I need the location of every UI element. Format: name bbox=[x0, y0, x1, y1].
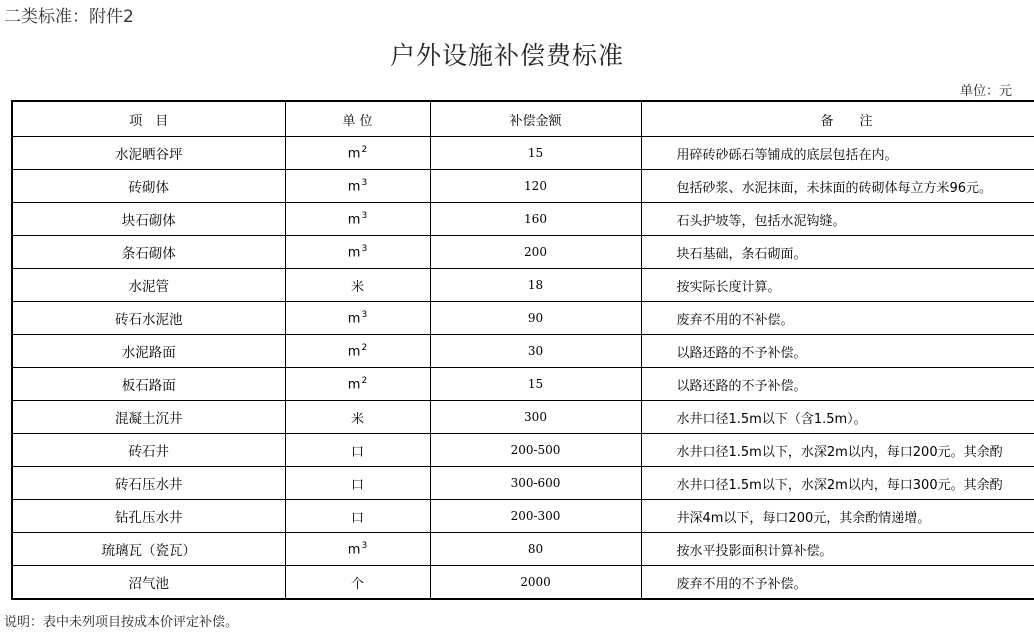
unit-base: m bbox=[347, 212, 361, 228]
cell-item: 块石砌体 bbox=[12, 203, 285, 236]
cell-note: 包括砂浆、水泥抹面，未抹面的砖砌体每立方米96元。 bbox=[641, 170, 1034, 203]
cell-item: 板石路面 bbox=[12, 368, 285, 401]
table-row bbox=[12, 566, 1034, 600]
section-heading: 二类标准：附件2 bbox=[4, 7, 134, 27]
unit-base: m bbox=[347, 377, 361, 393]
cell-unit bbox=[285, 467, 430, 500]
header-unit: 单 位 bbox=[285, 101, 430, 137]
unit-base: 口 bbox=[350, 444, 364, 460]
cell-unit bbox=[285, 434, 430, 467]
cell-unit bbox=[285, 566, 430, 600]
cell-item: 混凝土沉井 bbox=[12, 401, 285, 434]
unit-exponent: 2 bbox=[361, 144, 368, 155]
unit-exponent: 3 bbox=[361, 243, 368, 254]
unit-base: 个 bbox=[350, 576, 364, 592]
cell-amount: 15 bbox=[430, 137, 641, 170]
cell-amount: 18 bbox=[430, 269, 641, 302]
cell-note: 用碎砖砂砾石等铺成的底层包括在内。 bbox=[641, 137, 1034, 170]
cell-unit bbox=[285, 170, 430, 203]
unit-exponent: 3 bbox=[361, 540, 368, 551]
cell-note: 废弃不用的不补偿。 bbox=[641, 302, 1034, 335]
unit-base: m bbox=[347, 179, 361, 195]
cell-note: 石头护坡等，包括水泥钩缝。 bbox=[641, 203, 1034, 236]
unit-exponent: 3 bbox=[361, 309, 368, 320]
cell-note: 按实际长度计算。 bbox=[641, 269, 1034, 302]
unit-base: m bbox=[347, 146, 361, 162]
cell-note: 废弃不用的不予补偿。 bbox=[641, 566, 1034, 600]
cell-amount: 30 bbox=[430, 335, 641, 368]
table-row bbox=[12, 302, 1034, 335]
cell-amount: 200 bbox=[430, 236, 641, 269]
cell-amount: 160 bbox=[430, 203, 641, 236]
cell-amount: 90 bbox=[430, 302, 641, 335]
cell-item: 琉璃瓦（瓷瓦） bbox=[12, 533, 285, 566]
cell-amount: 200-500 bbox=[430, 434, 641, 467]
cell-amount: 300-600 bbox=[430, 467, 641, 500]
cell-note: 水井口径1.5m以下，水深2m以内，每口200元。其余酌 bbox=[641, 434, 1034, 467]
unit-base: m bbox=[347, 311, 361, 327]
unit-base: 口 bbox=[350, 477, 364, 493]
unit-base: 米 bbox=[350, 411, 364, 427]
table-row bbox=[12, 368, 1034, 401]
table-row bbox=[12, 401, 1034, 434]
cell-unit bbox=[285, 203, 430, 236]
cell-amount: 200-300 bbox=[430, 500, 641, 533]
table-header-row bbox=[12, 101, 1034, 137]
unit-base: m bbox=[347, 245, 361, 261]
unit-base: 米 bbox=[350, 279, 364, 295]
cell-unit bbox=[285, 368, 430, 401]
header-amount: 补偿金额 bbox=[430, 101, 641, 137]
cell-item: 砖砌体 bbox=[12, 170, 285, 203]
cell-unit bbox=[285, 137, 430, 170]
cell-amount: 120 bbox=[430, 170, 641, 203]
cell-unit bbox=[285, 236, 430, 269]
table-row bbox=[12, 269, 1034, 302]
cell-unit bbox=[285, 401, 430, 434]
table-row bbox=[12, 467, 1034, 500]
unit-exponent: 2 bbox=[361, 342, 368, 353]
cell-unit bbox=[285, 302, 430, 335]
table-row bbox=[12, 500, 1034, 533]
unit-base: m bbox=[347, 344, 361, 360]
footer-note: 说明：表中未列项目按成本价评定补偿。 bbox=[4, 615, 239, 630]
unit-base: 口 bbox=[350, 510, 364, 526]
table-row bbox=[12, 335, 1034, 368]
unit-exponent: 3 bbox=[361, 210, 368, 221]
compensation-table bbox=[11, 100, 1034, 600]
header-item: 项 目 bbox=[12, 101, 285, 137]
table-row bbox=[12, 170, 1034, 203]
cell-item: 钻孔压水井 bbox=[12, 500, 285, 533]
cell-item: 水泥路面 bbox=[12, 335, 285, 368]
table-body bbox=[12, 137, 1034, 600]
table-row bbox=[12, 203, 1034, 236]
cell-note: 以路还路的不予补偿。 bbox=[641, 335, 1034, 368]
cell-note: 按水平投影面积计算补偿。 bbox=[641, 533, 1034, 566]
cell-item: 水泥管 bbox=[12, 269, 285, 302]
cell-note: 水井口径1.5m以下（含1.5m）。 bbox=[641, 401, 1034, 434]
table-row bbox=[12, 434, 1034, 467]
table-row bbox=[12, 533, 1034, 566]
cell-note: 井深4m以下，每口200元，其余酌情递增。 bbox=[641, 500, 1034, 533]
cell-note: 以路还路的不予补偿。 bbox=[641, 368, 1034, 401]
table-row bbox=[12, 236, 1034, 269]
cell-item: 砖石水泥池 bbox=[12, 302, 285, 335]
table-row bbox=[12, 137, 1034, 170]
cell-unit bbox=[285, 335, 430, 368]
cell-item: 水泥晒谷坪 bbox=[12, 137, 285, 170]
page-title: 户外设施补偿费标准 bbox=[389, 41, 624, 70]
unit-exponent: 2 bbox=[361, 375, 368, 386]
cell-unit bbox=[285, 533, 430, 566]
cell-item: 砖石压水井 bbox=[12, 467, 285, 500]
header-note: 备 注 bbox=[641, 101, 1034, 137]
cell-amount: 80 bbox=[430, 533, 641, 566]
cell-amount: 15 bbox=[430, 368, 641, 401]
unit-base: m bbox=[347, 542, 361, 558]
cell-item: 沼气池 bbox=[12, 566, 285, 600]
compensation-table-container bbox=[11, 100, 1034, 607]
unit-note: 单位：元 bbox=[959, 84, 1012, 99]
cell-unit bbox=[285, 269, 430, 302]
cell-note: 块石基础，条石砌面。 bbox=[641, 236, 1034, 269]
cell-unit bbox=[285, 500, 430, 533]
cell-item: 条石砌体 bbox=[12, 236, 285, 269]
cell-amount: 300 bbox=[430, 401, 641, 434]
cell-note: 水井口径1.5m以下，水深2m以内，每口300元。其余酌 bbox=[641, 467, 1034, 500]
unit-exponent: 3 bbox=[361, 177, 368, 188]
cell-item: 砖石井 bbox=[12, 434, 285, 467]
cell-amount: 2000 bbox=[430, 566, 641, 600]
